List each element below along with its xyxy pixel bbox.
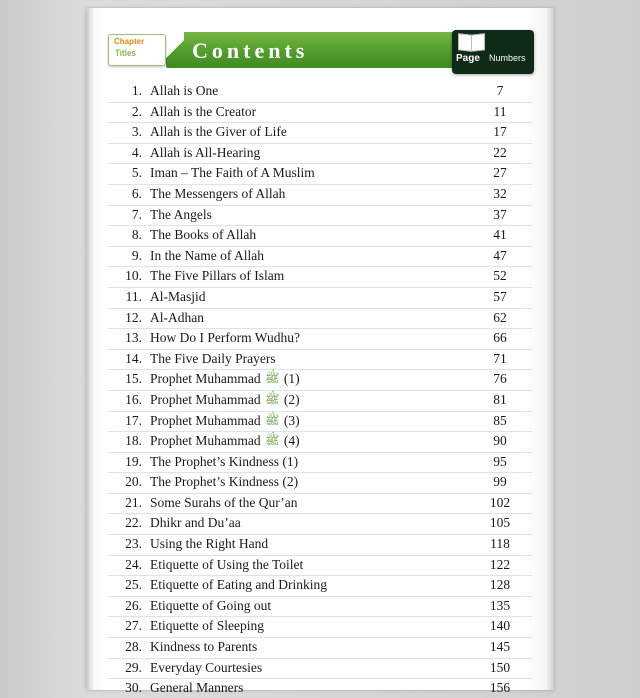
toc-row-number: 23. xyxy=(125,536,142,552)
toc-row[interactable] xyxy=(108,576,532,597)
toc-row[interactable] xyxy=(108,453,532,474)
toc-row-page: 118 xyxy=(490,536,510,552)
toc-row[interactable] xyxy=(108,206,532,227)
toc-row-title: General Manners xyxy=(150,680,244,696)
toc-row-number: 15. xyxy=(125,371,142,387)
toc-row-number: 3. xyxy=(131,124,142,140)
toc-row[interactable] xyxy=(108,226,532,247)
toc-row-number: 27. xyxy=(125,618,142,634)
toc-row-page: 47 xyxy=(493,247,507,263)
toc-row-number: 10. xyxy=(125,268,142,284)
toc-row-number: 18. xyxy=(125,433,142,449)
toc-row[interactable] xyxy=(108,370,532,391)
toc-row-number: 26. xyxy=(125,597,142,613)
toc-row[interactable] xyxy=(108,185,532,206)
page-numbers-tab xyxy=(452,30,534,74)
toc-row[interactable] xyxy=(108,144,532,165)
toc-row[interactable] xyxy=(108,514,532,535)
toc-row-page: 150 xyxy=(489,659,511,675)
toc-row[interactable] xyxy=(108,164,532,185)
toc-row-number: 21. xyxy=(125,494,142,510)
chapter-titles-tab xyxy=(108,34,166,66)
toc-row[interactable] xyxy=(108,350,532,371)
chapter-tab-label: Chapter xyxy=(114,37,145,46)
toc-row[interactable] xyxy=(108,329,532,350)
toc-row[interactable] xyxy=(108,432,532,453)
toc-row-page: 156 xyxy=(489,680,511,696)
toc-row-number: 28. xyxy=(125,639,142,655)
toc-row-number: 19. xyxy=(125,453,142,469)
toc-row[interactable] xyxy=(108,638,532,659)
toc-row-page: 17 xyxy=(493,124,507,140)
toc-row-title: Allah is All-Hearing xyxy=(150,144,261,160)
toc-row-title: The Prophet’s Kindness (1) xyxy=(150,453,299,469)
toc-row[interactable] xyxy=(108,597,532,618)
toc-row-page: 145 xyxy=(489,639,511,655)
toc-row-page: 62 xyxy=(493,309,507,325)
toc-row-page: 122 xyxy=(489,556,511,572)
toc-row[interactable] xyxy=(108,82,532,103)
toc-row-number: 17. xyxy=(125,412,142,428)
toc-row-title: Iman – The Faith of A Muslim xyxy=(150,165,315,181)
toc-row-title: The Messengers of Allah xyxy=(150,185,286,201)
toc-row[interactable] xyxy=(108,288,532,309)
toc-row-page: 7 xyxy=(496,83,504,98)
numbers-tab-label: Numbers xyxy=(489,53,526,63)
table-of-contents xyxy=(108,82,532,698)
toc-row-title: How Do I Perform Wudhu? xyxy=(150,330,300,346)
toc-row-number: 13. xyxy=(125,330,142,346)
toc-row[interactable] xyxy=(108,309,532,330)
toc-row-number: 8. xyxy=(131,227,142,243)
book-right-edge-shadow xyxy=(546,8,554,690)
toc-row-title: Prophet Muhammad ﷺ (2) xyxy=(150,391,300,407)
salawat-glyph-icon: ﷺ xyxy=(265,371,280,386)
page-title: Contents xyxy=(192,38,309,63)
toc-row-page: 27 xyxy=(493,165,507,181)
toc-row-title: Etiquette of Eating and Drinking xyxy=(150,577,327,593)
toc-row-title: The Five Pillars of Islam xyxy=(150,268,285,284)
toc-row-number: 24. xyxy=(125,556,142,572)
toc-row-title: The Books of Allah xyxy=(150,227,257,243)
toc-row-title: Prophet Muhammad ﷺ (4) xyxy=(150,433,300,449)
toc-row-title: Etiquette of Sleeping xyxy=(150,618,264,634)
toc-row-page: 57 xyxy=(493,288,507,304)
toc-row-title: Everyday Courtesies xyxy=(150,659,263,675)
toc-row-page: 102 xyxy=(489,494,511,510)
toc-row-page: 37 xyxy=(493,206,507,222)
toc-row-title: Prophet Muhammad ﷺ (3) xyxy=(150,412,300,428)
book-sheet xyxy=(86,8,554,696)
toc-row-page: 52 xyxy=(493,268,507,284)
toc-row-title: Etiquette of Using the Toilet xyxy=(150,556,304,572)
toc-row-number: 29. xyxy=(125,659,142,675)
toc-row-page: 11 xyxy=(493,103,507,119)
toc-row-number: 2. xyxy=(131,103,142,119)
toc-row[interactable] xyxy=(108,679,532,698)
toc-row-page: 66 xyxy=(493,330,507,346)
contents-header xyxy=(108,32,532,72)
toc-row-number: 25. xyxy=(125,577,142,593)
toc-row-page: 90 xyxy=(493,433,507,449)
toc-row-title: The Five Daily Prayers xyxy=(150,350,276,366)
toc-row-number: 20. xyxy=(125,474,142,490)
toc-row-title: The Prophet’s Kindness (2) xyxy=(150,474,299,490)
toc-row[interactable] xyxy=(108,473,532,494)
toc-row-page: 99 xyxy=(493,474,507,490)
toc-row[interactable] xyxy=(108,247,532,268)
toc-row-page: 71 xyxy=(493,350,507,366)
toc-row[interactable] xyxy=(108,391,532,412)
toc-row-number: 30. xyxy=(125,680,142,696)
toc-row-title: Etiquette of Going out xyxy=(150,597,272,613)
toc-row-number: 1. xyxy=(131,83,142,98)
toc-row-page: 85 xyxy=(493,412,507,428)
toc-row-page: 105 xyxy=(489,515,511,531)
toc-row[interactable] xyxy=(108,556,532,577)
salawat-glyph-icon: ﷺ xyxy=(265,433,280,448)
toc-row-number: 4. xyxy=(131,144,142,160)
toc-row-number: 9. xyxy=(131,247,142,263)
toc-row-number: 11. xyxy=(125,288,142,304)
toc-row-number: 5. xyxy=(131,165,142,181)
toc-row-title: Some Surahs of the Qur’an xyxy=(150,494,298,510)
toc-row-number: 6. xyxy=(131,185,142,201)
toc-row-number: 7. xyxy=(131,206,142,222)
book-left-edge-shadow xyxy=(86,8,94,690)
toc-row-number: 22. xyxy=(125,515,142,531)
page-tab-label: Page xyxy=(456,53,480,64)
toc-row[interactable] xyxy=(108,659,532,680)
toc-row-title: The Angels xyxy=(150,206,212,222)
toc-row[interactable] xyxy=(108,535,532,556)
salawat-glyph-icon: ﷺ xyxy=(265,391,280,406)
toc-row-page: 140 xyxy=(489,618,511,634)
toc-row-page: 95 xyxy=(493,453,507,469)
toc-row-title: In the Name of Allah xyxy=(150,247,264,263)
toc-row-title: Allah is the Giver of Life xyxy=(150,124,287,140)
toc-row[interactable] xyxy=(108,617,532,638)
toc-row-page: 76 xyxy=(493,371,507,387)
toc-row-title: Kindness to Parents xyxy=(150,639,258,655)
salawat-glyph-icon: ﷺ xyxy=(265,412,280,427)
toc-row-page: 41 xyxy=(493,227,507,243)
toc-row-page: 128 xyxy=(489,577,511,593)
toc-row-title: Allah is One xyxy=(150,83,219,98)
toc-row[interactable] xyxy=(108,494,532,515)
toc-row[interactable] xyxy=(108,123,532,144)
toc-row-title: Prophet Muhammad ﷺ (1) xyxy=(150,371,300,387)
toc-row-title: Al-Masjid xyxy=(150,288,206,304)
toc-row-page: 135 xyxy=(489,597,511,613)
toc-row[interactable] xyxy=(108,103,532,124)
toc-row-number: 14. xyxy=(125,350,142,366)
toc-row-number: 16. xyxy=(125,391,142,407)
open-book-icon xyxy=(458,34,484,50)
toc-row-page: 22 xyxy=(493,144,507,160)
toc-row[interactable] xyxy=(108,267,532,288)
toc-row-page: 81 xyxy=(493,391,507,407)
toc-row-title: Allah is the Creator xyxy=(150,103,257,119)
toc-row-page: 32 xyxy=(493,185,507,201)
toc-row-number: 12. xyxy=(125,309,142,325)
chapter-tab-sublabel: Titles xyxy=(115,48,137,58)
toc-row-title: Using the Right Hand xyxy=(150,536,269,552)
toc-row-title: Al-Adhan xyxy=(150,309,204,325)
toc-row[interactable] xyxy=(108,412,532,433)
toc-row-title: Dhikr and Du’aa xyxy=(150,515,241,531)
